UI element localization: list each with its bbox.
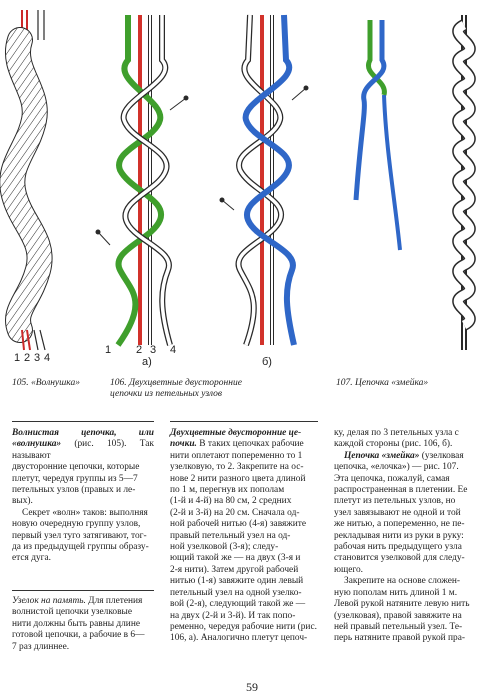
col3-heading: Цепочка «змейка» xyxy=(344,450,420,461)
col1-p2-line-3: первый узел туго затягивают, тог- xyxy=(12,530,147,541)
col2-line-4: нове 2 нити разного цвета длиной xyxy=(170,473,306,484)
col2-line-6: (1-й и 4-й) на 80 см, 2 средних xyxy=(170,496,292,507)
col2-line-7: (2-й и 3-й) на 20 см. Сначала од- xyxy=(170,507,300,518)
col3-heading-rest: (узелковая xyxy=(419,450,464,461)
caption-105-number: 105. xyxy=(12,378,29,388)
col3-line-7: узел завязывают не одной и той xyxy=(334,507,461,518)
col3-line-3: цепочка, «елочка») — рис. 107. xyxy=(334,462,459,473)
col1-p2-line-2: новую очередную группу узлов, xyxy=(12,519,141,530)
col3-p2-line-5: ней правый петельный узел. Те- xyxy=(334,621,463,632)
col3-line-8: же нитью, а попеременно, не пе- xyxy=(334,519,465,530)
col1-line-1: (рис. 105). Так называют xyxy=(12,439,154,461)
col1-line-3: плетут, чередуя группы из 5—7 xyxy=(12,473,138,484)
caption-106-number: 106. xyxy=(110,378,127,388)
col2-line-8: ной рабочей нитью (4-я) завяжите xyxy=(170,519,307,530)
note-line-5: 7 раз длиннее. xyxy=(12,641,70,652)
col3-p2-line-3: Левой рукой натяните левую нить xyxy=(334,599,470,610)
f106a-letter: а) xyxy=(142,356,152,368)
memo-note xyxy=(12,596,154,653)
caption-106-line2: цепочки из петельных узлов xyxy=(110,389,222,399)
col2-line-9: правый петельный узел на од- xyxy=(170,530,291,541)
caption-106-line1: Двухцветные двусторонние xyxy=(129,378,242,388)
col2-line-12: 2-я нити). Затем другой рабочей xyxy=(170,564,299,575)
f106a-num-1: 1 xyxy=(105,344,112,356)
col2-line-17: ременно, чередуя рабочие нити (рис. xyxy=(170,621,317,632)
figure-107-snake-start xyxy=(356,20,400,250)
figure-106a-two-color-chain xyxy=(96,15,189,345)
col2-line-14: петельный узел на одной узелко- xyxy=(170,587,302,598)
column-3 xyxy=(334,428,490,645)
col2-line-1: В таких цепочках рабочие xyxy=(196,439,304,450)
col1-line-4: петельных узлов (правых и ле- xyxy=(12,485,136,496)
col2-line-15: вой (2-я), следующий такой же — xyxy=(170,599,306,610)
column-1 xyxy=(12,428,154,565)
col2-line-10: ной узелковой (3-я); следу- xyxy=(170,542,279,553)
col1-line-2: двусторонние цепочки, которые xyxy=(12,462,140,473)
col3-line-1: ку, делая по 3 петельных узла с xyxy=(334,428,459,438)
col3-line-2: каждой стороны (рис. 106, б). xyxy=(334,439,453,450)
col2-line-5: по 1 м, перегнув их пополам xyxy=(170,485,285,496)
col3-line-6: плетут из петельных узлов, но xyxy=(334,496,456,507)
note-line-1: Для плетения xyxy=(85,596,143,606)
f105-num-2: 2 xyxy=(24,352,31,364)
col3-line-10: рабочая нить предыдущего узла xyxy=(334,542,462,553)
f106a-num-2: 2 xyxy=(136,344,143,356)
page-number: 59 xyxy=(246,680,258,694)
note-line-4: готовой цепочки, а рабочие в 6— xyxy=(12,630,145,641)
col3-p2-line-4: (узелковая), правой завяжите на xyxy=(334,610,462,621)
column-2 xyxy=(170,428,318,645)
col2-line-18: 106, а). Аналогично плетут цепоч- xyxy=(170,633,308,644)
f105-num-4: 4 xyxy=(44,352,51,364)
caption-105-text: «Волнушка» xyxy=(31,378,81,388)
caption-106 xyxy=(110,378,310,400)
col3-line-11: становится узелковой для следу- xyxy=(334,553,465,564)
col2-line-3: узелковую, то 2. Закрепите на ос- xyxy=(170,462,304,473)
caption-105 xyxy=(12,378,92,389)
note-line-2: волнистой цепочки узелковые xyxy=(12,607,132,618)
rule-col2-top xyxy=(170,421,318,422)
figure-106b-two-color-chain xyxy=(220,15,309,345)
col2-line-11: ющий такой же — на двух (3-я и xyxy=(170,553,301,564)
col3-line-4: Эта цепочка, пожалуй, самая xyxy=(334,473,450,484)
col3-line-12: ющего. xyxy=(334,564,364,575)
f105-num-1: 1 xyxy=(14,352,21,364)
col1-p2-line-1: Секрет «волн» таков: выполняя xyxy=(22,507,148,518)
col3-line-9: рекладывая нити из руки в руку: xyxy=(334,530,464,541)
f105-num-3: 3 xyxy=(34,352,41,364)
note-line-3: нити должны быть равны длине xyxy=(12,618,141,629)
col3-p2-line-6: перь натяните правой рукой пра- xyxy=(334,633,465,644)
figure-107-snake-finished xyxy=(458,15,470,350)
col2-line-16: на двух (2-й и 3-й). И так попо- xyxy=(170,610,296,621)
caption-107 xyxy=(336,378,486,389)
figure-105-wavy-chain xyxy=(12,10,45,350)
col3-line-5: распространенная в плетении. Ее xyxy=(334,485,468,496)
col2-line-2: нити оплетают попеременно то 1 xyxy=(170,450,303,461)
caption-107-text: Цепочка «змейка» xyxy=(355,378,429,388)
note-heading: Узелок на память. xyxy=(12,596,86,606)
col3-p2-line-1: Закрепите на основе сложен- xyxy=(344,576,461,587)
rule-col1-note xyxy=(12,590,154,591)
col2-heading-2: почки. xyxy=(170,439,197,450)
caption-107-number: 107. xyxy=(336,378,353,388)
rule-col1-top xyxy=(12,421,154,422)
f106a-num-3: 3 xyxy=(150,344,157,356)
col3-p2-line-2: ную пополам нить длиной 1 м. xyxy=(334,587,458,598)
col1-heading: Волнистая цепочка, или «волнушка» xyxy=(12,428,154,450)
col2-line-13: нитью (1-я) завяжите один левый xyxy=(170,576,304,587)
col1-line-5: вых). xyxy=(12,496,33,507)
col1-p2-line-4: да из предыдущей группы образу- xyxy=(12,542,149,553)
col2-heading: Двухцветные двусторонние це- xyxy=(170,428,302,438)
col1-p2-line-5: ется дуга. xyxy=(12,553,51,564)
f106b-letter: б) xyxy=(262,356,272,368)
f106a-num-4: 4 xyxy=(170,344,177,356)
